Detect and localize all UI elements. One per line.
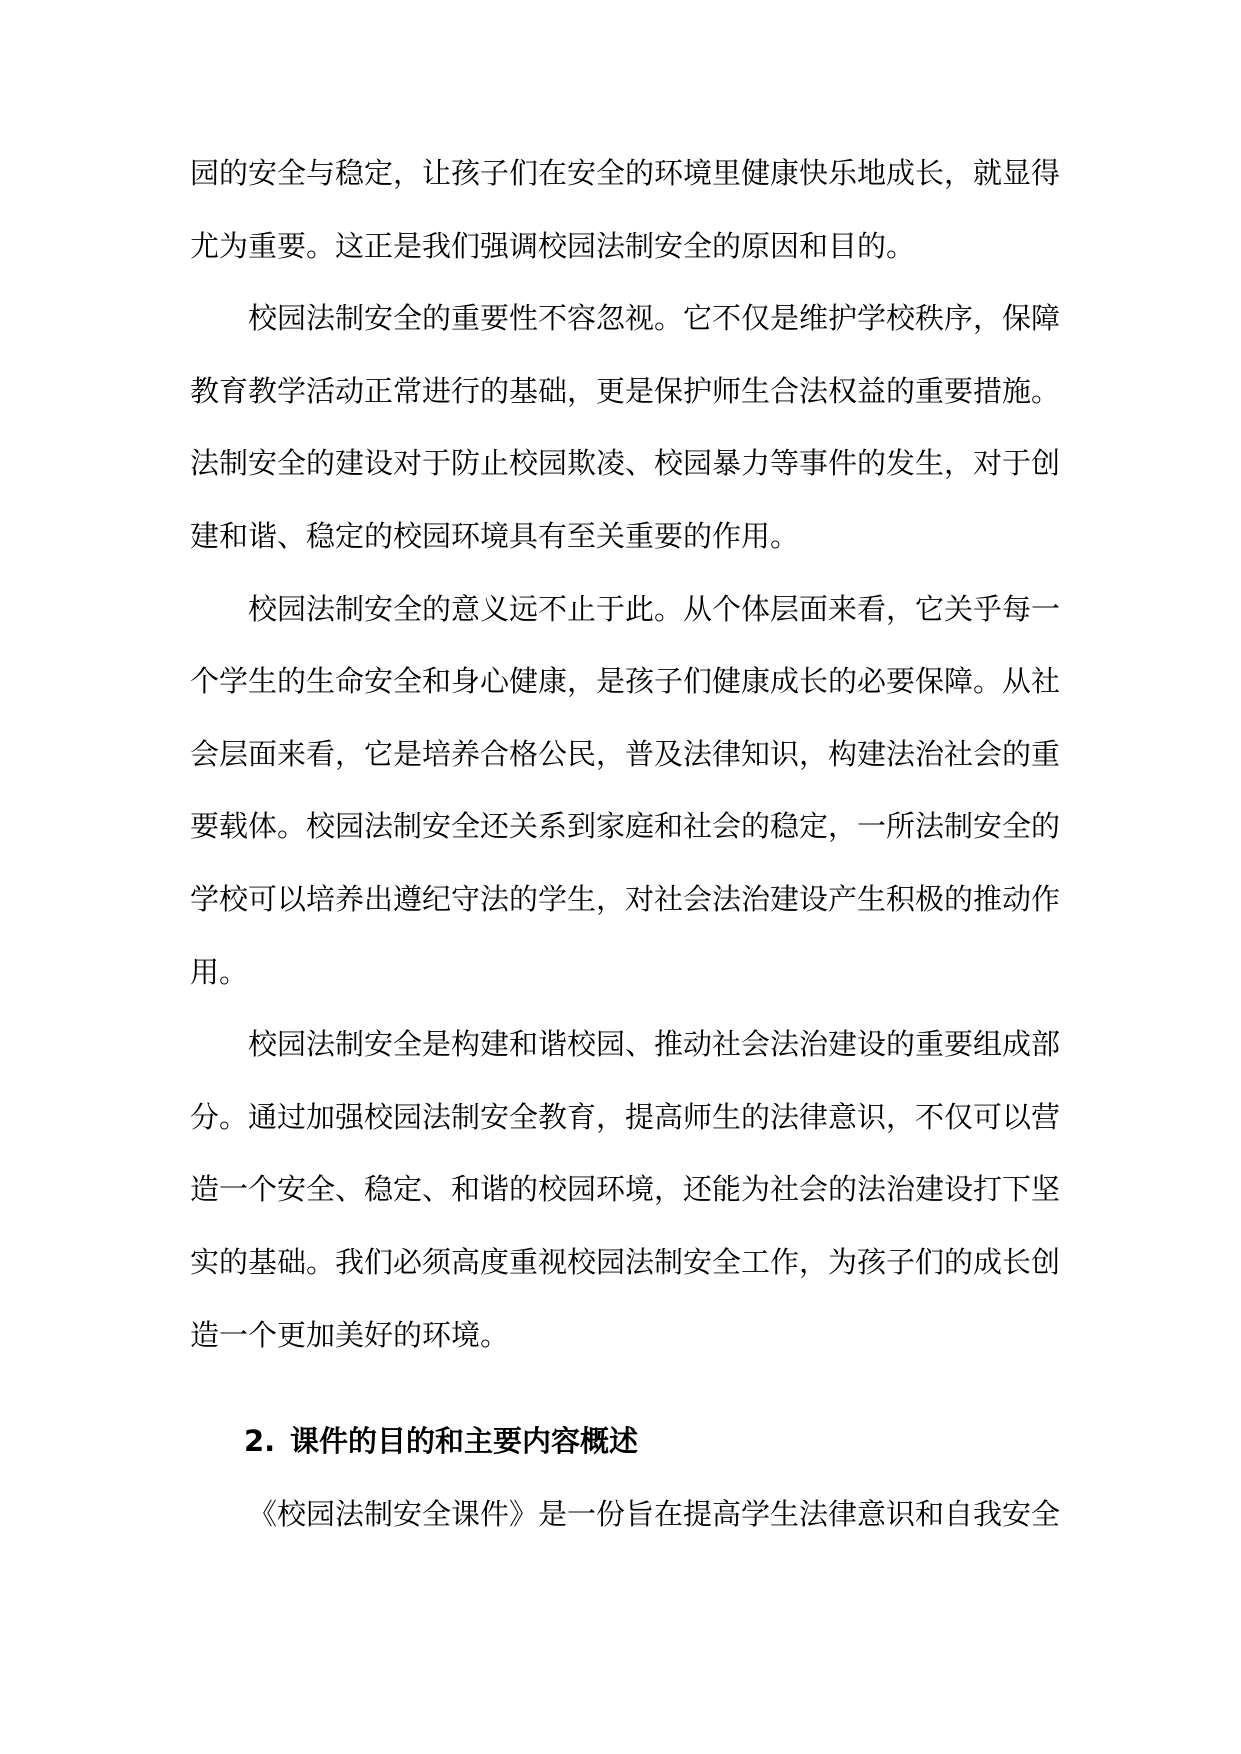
paragraph bbox=[190, 1478, 1061, 1551]
section-heading bbox=[190, 1405, 1056, 1478]
document-body bbox=[190, 137, 1061, 1550]
text-line: 教育教学活动正常进行的基础，更是保护师生合法权益的重要措施。 bbox=[190, 373, 1061, 408]
text-line: 园的安全与稳定，让孩子们在安全的环境里健康快乐地成长，就显得 bbox=[190, 156, 1061, 190]
section-title: 课件的目的和主要内容概述 bbox=[290, 1424, 639, 1459]
text-line: 用。 bbox=[190, 954, 249, 989]
text-line: 校园法制安全的意义远不止于此。从个体层面来看，它关乎每一 bbox=[248, 591, 1061, 626]
text-line: 造一个安全、稳定、和谐的校园环境，还能为社会的法治建设打下坚 bbox=[190, 1172, 1061, 1207]
paragraph bbox=[190, 573, 1061, 1009]
paragraph bbox=[190, 1008, 1061, 1371]
text-line: 校园法制安全是构建和谐校园、推动社会法治建设的重要组成部 bbox=[248, 1027, 1061, 1062]
text-line: 学校可以培养出遵纪守法的学生，对社会法治建设产生积极的推动作 bbox=[190, 881, 1061, 916]
paragraph bbox=[190, 137, 1061, 282]
text-line: 法制安全的建设对于防止校园欺凌、校园暴力等事件的发生，对于创 bbox=[190, 446, 1061, 481]
text-line: 建和谐、稳定的校园环境具有至关重要的作用。 bbox=[190, 518, 800, 553]
text-line: 要载体。校园法制安全还关系到家庭和社会的稳定，一所法制安全的 bbox=[190, 809, 1061, 844]
section-number: 2. bbox=[244, 1424, 276, 1459]
text-line: 个学生的生命安全和身心健康，是孩子们健康成长的必要保障。从社 bbox=[190, 664, 1061, 699]
paragraph bbox=[190, 282, 1061, 572]
text-line: 造一个更加美好的环境。 bbox=[190, 1317, 510, 1352]
text-line: 分。通过加强校园法制安全教育，提高师生的法律意识，不仅可以营 bbox=[190, 1099, 1061, 1134]
text-line: 尤为重要。这正是我们强调校园法制安全的原因和目的。 bbox=[190, 228, 916, 263]
text-line: 会层面来看，它是培养合格公民，普及法律知识，构建法治社会的重 bbox=[190, 736, 1061, 771]
text-line: 《校园法制安全课件》是一份旨在提高学生法律意识和自我安全 bbox=[248, 1496, 1061, 1531]
text-line: 实的基础。我们必须高度重视校园法制安全工作，为孩子们的成长创 bbox=[190, 1244, 1061, 1279]
text-line: 校园法制安全的重要性不容忽视。它不仅是维护学校秩序，保障 bbox=[248, 301, 1061, 336]
